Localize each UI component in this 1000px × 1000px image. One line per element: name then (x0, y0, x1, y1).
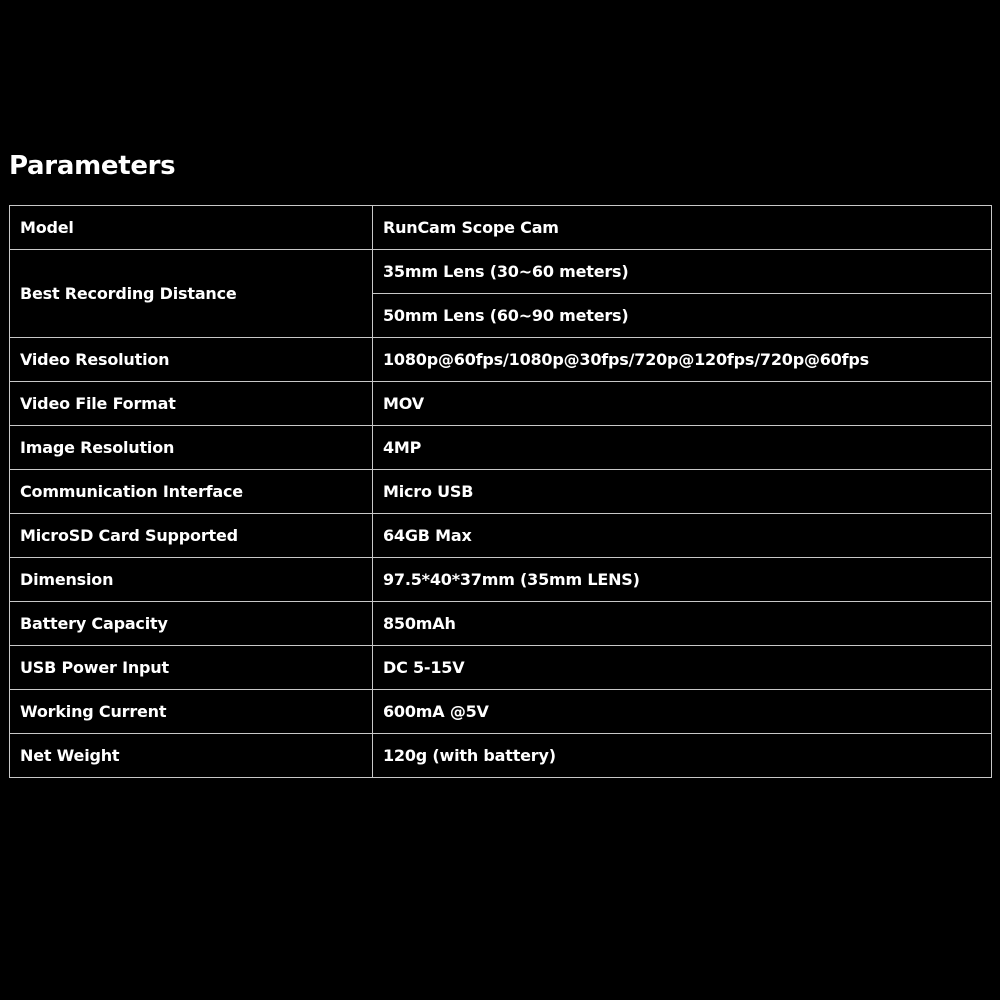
param-label: Communication Interface (10, 470, 373, 514)
param-label: Model (10, 206, 373, 250)
param-value: 50mm Lens (60~90 meters) (373, 294, 992, 338)
param-value: 1080p@60fps/1080p@30fps/720p@120fps/720p@60fps (373, 338, 992, 382)
param-value: RunCam Scope Cam (373, 206, 992, 250)
param-value: Micro USB (373, 470, 992, 514)
table-row (10, 646, 992, 690)
param-value: DC 5-15V (373, 646, 992, 690)
param-label: Best Recording Distance (10, 250, 373, 338)
param-label: Working Current (10, 690, 373, 734)
table-row (10, 558, 992, 602)
param-label: MicroSD Card Supported (10, 514, 373, 558)
param-value: 4MP (373, 426, 992, 470)
table-row (10, 426, 992, 470)
page-title: Parameters (9, 151, 176, 181)
param-label: Image Resolution (10, 426, 373, 470)
param-value: MOV (373, 382, 992, 426)
table-row (10, 206, 992, 250)
param-label: Battery Capacity (10, 602, 373, 646)
table-row (10, 250, 992, 294)
param-value: 97.5*40*37mm (35mm LENS) (373, 558, 992, 602)
param-value: 850mAh (373, 602, 992, 646)
table-row (10, 470, 992, 514)
table-row (10, 602, 992, 646)
param-label: Net Weight (10, 734, 373, 778)
parameters-table (9, 205, 992, 778)
table-row (10, 690, 992, 734)
param-value: 64GB Max (373, 514, 992, 558)
param-label: Video File Format (10, 382, 373, 426)
table-row (10, 734, 992, 778)
param-label: USB Power Input (10, 646, 373, 690)
param-label: Video Resolution (10, 338, 373, 382)
param-label: Dimension (10, 558, 373, 602)
table-row (10, 514, 992, 558)
param-value: 35mm Lens (30~60 meters) (373, 250, 992, 294)
table-row (10, 382, 992, 426)
table-row (10, 338, 992, 382)
param-value: 600mA @5V (373, 690, 992, 734)
param-value: 120g (with battery) (373, 734, 992, 778)
